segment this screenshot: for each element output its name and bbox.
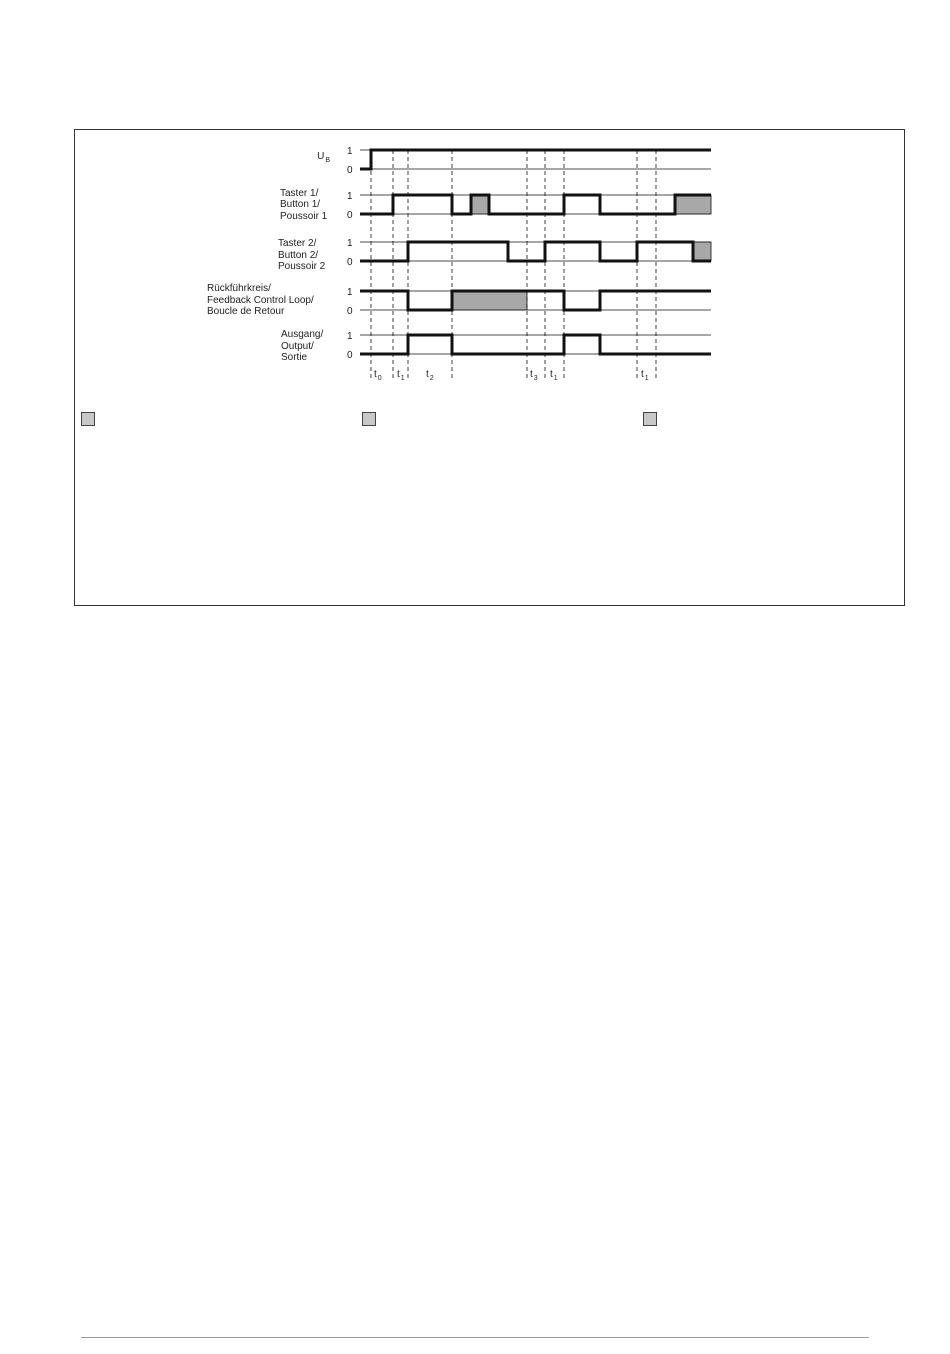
signal-label-t1-3: Poussoir 1 [280,211,328,222]
waveform-out [360,335,711,354]
shaded-region-3 [693,242,711,261]
signal-label-ub-1: $U_B$ [317,151,330,164]
legend-box-2 [362,412,376,426]
level-label-high-out: 1 [347,331,353,342]
waveform-fb [360,291,711,310]
time-label-1: $t_0$ [374,369,382,382]
shaded-region-1 [471,195,489,214]
signal-label-fb-3: Boucle de Retour [207,306,285,317]
time-labels [374,369,649,382]
legend-box-1 [81,412,95,426]
time-label-6: $t_1$ [641,369,649,382]
level-label-high-ub: 1 [347,146,353,157]
signal-label-fb-2: Feedback Control Loop/ [207,295,314,306]
signal-label-out-1: Ausgang/ [281,329,324,340]
level-label-low-ub: 0 [347,165,353,176]
level-label-high-fb: 1 [347,287,353,298]
signal-labels [207,151,330,363]
waveform-ub [360,150,711,169]
level-label-high-t2: 1 [347,238,353,249]
legend-box-3 [643,412,657,426]
timing-diagram [0,0,950,620]
level-label-high-t1: 1 [347,191,353,202]
time-label-4: $t_3$ [530,369,538,382]
signal-label-t1-1: Taster 1/ [280,188,319,199]
signal-label-fb-1: Rückführkreis/ [207,283,271,294]
waveform-t1 [360,195,711,214]
footer-rule [81,1337,869,1338]
level-label-low-t1: 0 [347,210,353,221]
signal-label-out-3: Sortie [281,352,308,363]
time-label-2: $t_1$ [397,369,405,382]
time-label-5: $t_1$ [550,369,558,382]
shaded-regions [452,195,711,310]
waveform-t2 [360,242,711,261]
signal-label-t1-2: Button 1/ [280,199,321,210]
signal-label-t2-3: Poussoir 2 [278,261,326,272]
time-marker-lines [371,150,656,380]
level-label-low-out: 0 [347,350,353,361]
signal-label-t2-1: Taster 2/ [278,238,317,249]
signal-label-t2-2: Button 2/ [278,250,319,261]
level-label-low-fb: 0 [347,306,353,317]
shaded-region-2 [675,195,711,214]
time-label-3: $t_2$ [426,369,434,382]
reference-lines [360,150,711,354]
signal-label-out-2: Output/ [281,341,314,352]
shaded-region-4 [452,291,527,310]
waveforms [360,150,711,354]
level-label-low-t2: 0 [347,257,353,268]
level-labels [347,146,353,361]
